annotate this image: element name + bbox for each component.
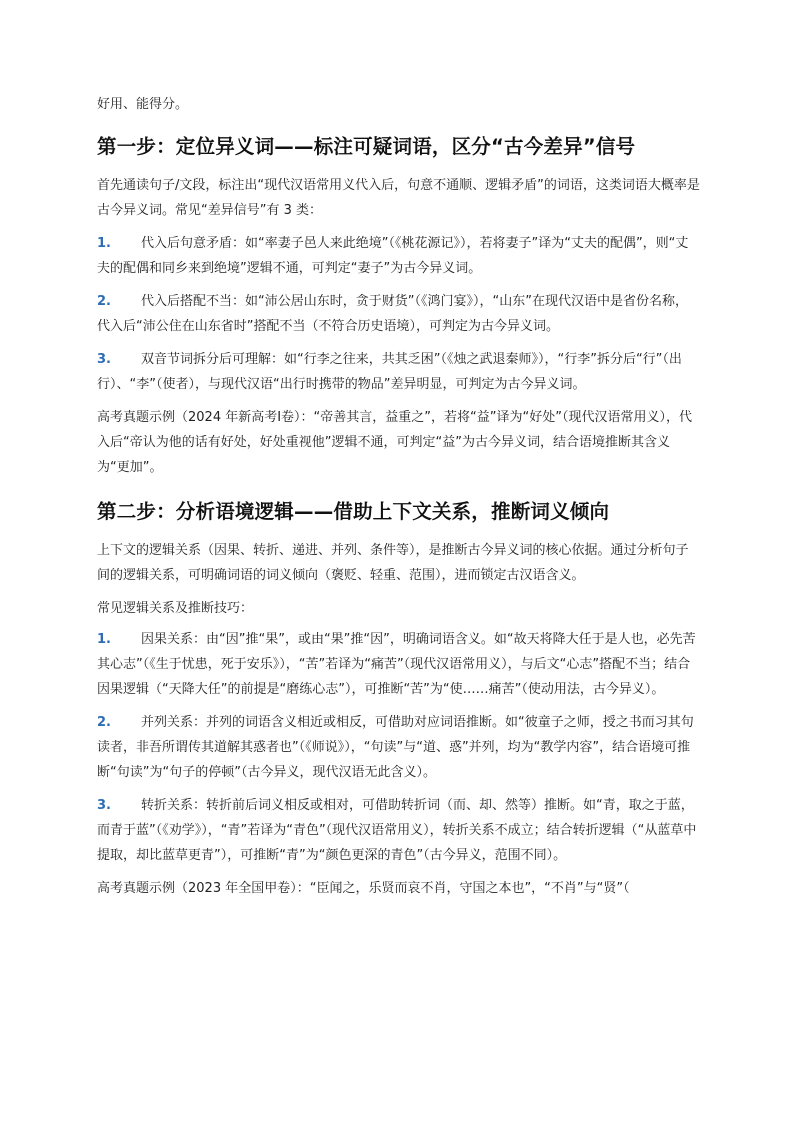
section-2-item-1 [97, 627, 700, 702]
item-number: 3. [97, 798, 111, 813]
item-text: 并列关系：并列的词语含义相近或相反，可借助对应词语推断。如“彼童子之师，授之书而习其句读者，非吾所谓传其道解其惑者也”（《师说》），“句读”与“道、惑”并列，均为“教学内容”，结合语境可推断“句读”为“句子的停顿”（古今异义，现代汉语无此含义）。 [97, 715, 694, 780]
section-2-item-3 [97, 793, 700, 868]
item-text: 因果关系：由“因”推“果”，或由“果”推“因”，明确词语含义。如“故天将降大任于是人也，必先苦其心志”（《生于忧患，死于安乐》），“苦”若译为“痛苦”（现代汉语常用义），与后文“心志”搭配不当；结合因果逻辑（“天降大任”的前提是“磨练心志”），可推断“苦”为“使……痛苦”（使动用法，古今异义）。 [97, 632, 696, 697]
section-1-item-3 [97, 347, 700, 397]
item-number: 2. [97, 715, 111, 730]
item-number: 1. [97, 632, 111, 647]
section-2-subheading: 常见逻辑关系及推断技巧： [97, 601, 254, 616]
document-body [97, 92, 700, 901]
section-1-item-2 [97, 289, 700, 339]
item-number: 1. [97, 236, 111, 251]
section-1-item-1 [97, 231, 700, 281]
item-text: 代入后搭配不当：如“沛公居山东时，贪于财货”（《鸿门宴》），“山东”在现代汉语中是省份名称，代入后“沛公住在山东省时”搭配不当（不符合历史语境），可判定为古今异义词。 [97, 294, 688, 334]
section-1-heading: 第一步：定位异义词——标注可疑词语，区分“古今差异”信号 [97, 135, 636, 158]
section-2-intro: 上下文的逻辑关系（因果、转折、递进、并列、条件等），是推断古今异义词的核心依据。通过分析句子间的逻辑关系，可明确词语的词义倾向（褒贬、轻重、范围），进而锁定古汉语含义。 [97, 543, 689, 583]
section-1-intro: 首先通读句子/文段，标注出“现代汉语常用义代入后，句意不通顺、逻辑矛盾”的词语，这类词语大概率是古今异义词。常见“差异信号”有 3 类： [97, 178, 700, 218]
lead-text: 好用、能得分。 [97, 97, 189, 112]
section-1-exam-example: 高考真题示例（2024 年新高考Ⅰ卷）：“帝善其言，益重之”，若将“益”译为“好处”（现代汉语常用义），代入后“帝认为他的话有好处，好处重视他”逻辑不通，可判定“益”为古今异义词，结合语境推断其含义为“更加”。 [97, 410, 692, 475]
item-text: 双音节词拆分后可理解：如“行李之往来，共其乏困”（《烛之武退秦师》），“行李”拆分后“行”（出行）、“李”（使者），与现代汉语“出行时携带的物品”差异明显，可判定为古今异义词。 [97, 352, 682, 392]
section-2-item-2 [97, 710, 700, 785]
item-text: 代入后句意矛盾：如“率妻子邑人来此绝境”（《桃花源记》），若将妻子”译为“丈夫的配偶”，则“丈夫的配偶和同乡来到绝境”逻辑不通，可判定“妻子”为古今异义词。 [97, 236, 689, 276]
item-text: 转折关系：转折前后词义相反或相对，可借助转折词（而、却、然等）推断。如“青，取之于蓝，而青于蓝”（《劝学》），“青”若译为“青色”（现代汉语常用义），转折关系不成立；结合转折逻辑（“从蓝草中提取，却比蓝草更青”），可推断“青”为“颜色更深的青色”（古今异义，范围不同）。 [97, 798, 697, 863]
item-number: 3. [97, 352, 111, 367]
section-2-heading: 第二步：分析语境逻辑——借助上下文关系，推断词义倾向 [97, 500, 610, 523]
section-2-exam-example: 高考真题示例（2023 年全国甲卷）：“臣闻之，乐贤而哀不肖，守国之本也”，“不肖”与“贤”（ [97, 881, 630, 896]
item-number: 2. [97, 294, 111, 309]
